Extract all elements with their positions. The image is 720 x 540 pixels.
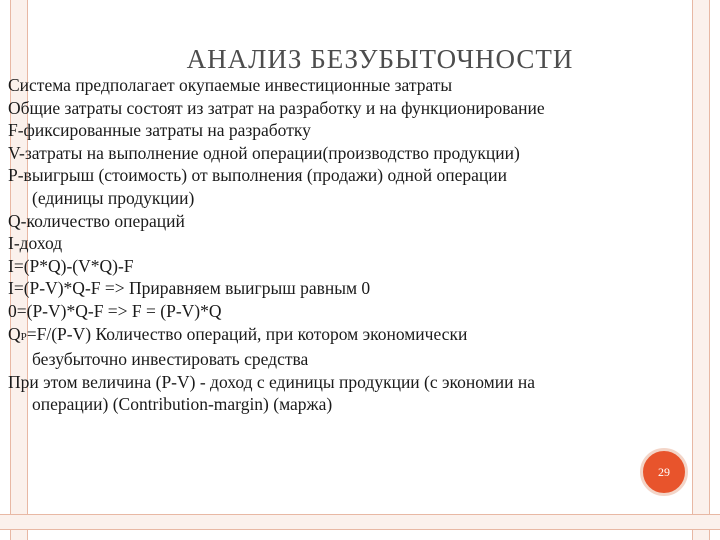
formula-line <box>8 323 708 371</box>
text-line: V-затраты на выполнение одной операции(производство продукции) <box>8 142 520 163</box>
text-line-part: При этом величина (P-V) - доход с единицы продукции (с экономии на <box>8 371 535 392</box>
text-line: Система предполагает окупаемые инвестиционные затраты <box>8 75 453 95</box>
formula-variable: Q <box>8 323 21 344</box>
text-line: I-доход <box>8 233 63 254</box>
formula-line: I=(P*Q)-(V*Q)-F <box>8 255 134 276</box>
formula-line: 0=(P-V)*Q-F => F = (P-V)*Q <box>8 300 222 321</box>
text-line <box>8 371 708 416</box>
formula-line: I=(P-V)*Q-F => Приравняем выигрыш равным 0 <box>8 278 371 299</box>
page-number-badge: 29 <box>640 448 688 496</box>
slide-title: АНАЛИЗ БЕЗУБЫТОЧНОСТИ <box>186 44 574 74</box>
text-line: F-фиксированные затраты на разработку <box>8 120 311 141</box>
text-line: Общие затраты состоят из затрат на разработку и на функционирование <box>8 97 545 118</box>
slide-body <box>8 74 708 416</box>
formula-text: =F/(P-V) Количество операций, при котором экономически <box>26 323 468 344</box>
text-line-continuation: (единицы продукции) <box>32 187 195 208</box>
text-line-continuation: безубыточно инвестировать средства <box>32 349 309 370</box>
text-line-part: P-выигрыш (стоимость) от выполнения (продажи) одной операции <box>8 165 507 186</box>
bottom-decorative-frame <box>0 514 720 530</box>
formula-subscript: P <box>20 330 27 343</box>
text-line <box>8 164 708 209</box>
text-line: Q-количество операций <box>8 210 185 231</box>
text-line-continuation: операции) (Contribution-margin) (маржа) <box>32 394 333 415</box>
